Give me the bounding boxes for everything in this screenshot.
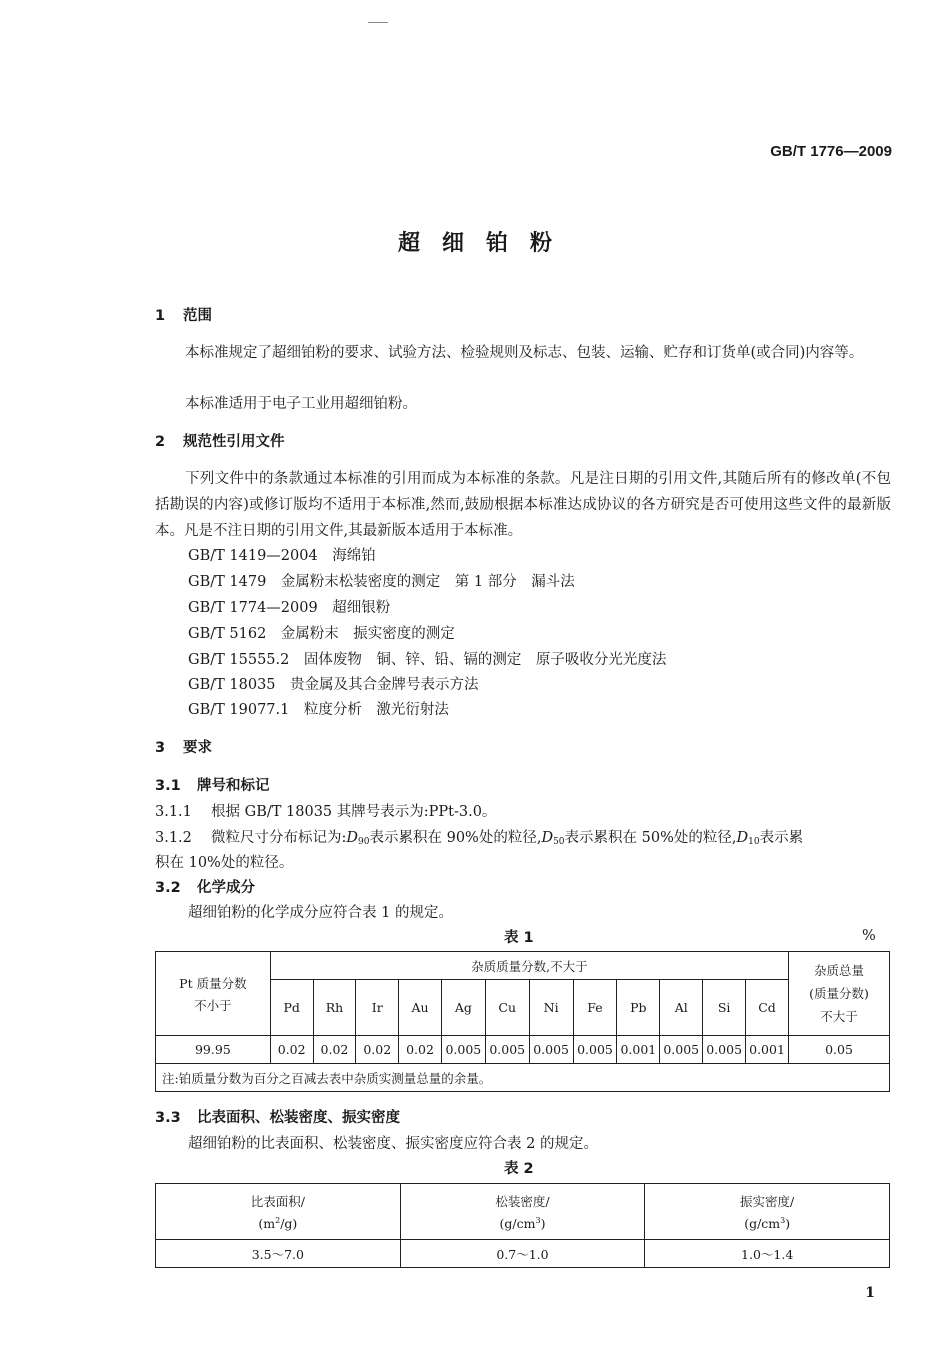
section-2-paragraph: 下列文件中的条款通过本标准的引用而成为本标准的条款。凡是注日期的引用文件,其随后所有的修改单(不包括勘误的内容)或修订版均不适用于本标准,然而,鼓励根据本标准达成协议的各方研究是否可使用这些文件的最新版本。凡是不注日期的引用文件,其最新版本适用于本标准。 [155, 471, 891, 539]
section-3-2-heading: 3.2 化学成分 [155, 880, 255, 896]
impurity-value: 0.02 [399, 1036, 442, 1064]
section-3-2-text: 超细铂粉的化学成分应符合表 1 的规定。 [188, 905, 453, 921]
table-2-caption: 表 2 [504, 1161, 534, 1177]
element-header: Ni [529, 980, 573, 1036]
page-number: 1 [865, 1285, 875, 1301]
element-header: Pb [617, 980, 660, 1036]
tap-density-header: 振实密度/ $(g/cm^3)$ [645, 1184, 890, 1240]
specific-surface-header: 比表面积/ $(m^2/g)$ [156, 1184, 401, 1240]
total-impurity-header: 杂质总量 (质量分数) 不大于 [788, 952, 889, 1036]
section-1-paragraph-1: 本标准规定了超细铂粉的要求、试验方法、检验规则及标志、包装、运输、贮存和订货单(或合同)内容等。 [185, 345, 864, 361]
clause-3-1-1: 3.1.1 根据 GB/T 18035 其牌号表示为:PPt-3.0。 [155, 804, 497, 820]
section-3-heading: 3 要求 [155, 740, 212, 756]
pt-value: 99.95 [156, 1036, 271, 1064]
element-header: Pd [270, 980, 313, 1036]
impurity-value: 0.005 [441, 1036, 485, 1064]
element-header: Si [703, 980, 746, 1036]
element-header: Rh [313, 980, 356, 1036]
normative-reference: GB/T 18035 贵金属及其合金牌号表示方法 [188, 677, 479, 693]
impurity-value: 0.005 [573, 1036, 617, 1064]
element-header: Ag [441, 980, 485, 1036]
element-header: Au [399, 980, 442, 1036]
impurity-value: 0.02 [270, 1036, 313, 1064]
clause-3-1-2-continued: 积在 10%处的粒径。 [155, 855, 294, 871]
section-3-1-heading: 3.1 牌号和标记 [155, 778, 270, 794]
total-impurity-value: 0.05 [788, 1036, 889, 1064]
apparent-density-header: 松装密度/ $(g/cm^3)$ [400, 1184, 645, 1240]
section-3-3-text: 超细铂粉的比表面积、松装密度、振实密度应符合表 2 的规定。 [188, 1136, 598, 1152]
element-header: Cd [746, 980, 789, 1036]
table-1-caption: 表 1 [504, 930, 534, 946]
section-1-paragraph-2: 本标准适用于电子工业用超细铂粉。 [185, 396, 417, 412]
element-header: Ir [356, 980, 399, 1036]
normative-reference: GB/T 1774—2009 超细银粉 [188, 600, 391, 616]
pt-fraction-header: Pt 质量分数 不小于 [156, 952, 271, 1036]
impurity-value: 0.005 [529, 1036, 573, 1064]
impurity-value: 0.005 [703, 1036, 746, 1064]
normative-reference: GB/T 1419—2004 海绵铂 [188, 548, 376, 564]
impurity-header: 杂质质量分数,不大于 [270, 952, 788, 980]
normative-reference: GB/T 5162 金属粉末 振实密度的测定 [188, 626, 455, 642]
clause-3-1-2: 3.1.2 微粒尺寸分布标记为$:D_{90}$表示累积在 90%处的粒径$,D_{50}$表示累积在 50%处的粒径$,D_{10}$表示累 [155, 830, 804, 847]
scan-mark [368, 22, 388, 23]
table-1-note: 注:铂质量分数为百分之百减去表中杂质实测量总量的余量。 [156, 1064, 890, 1092]
section-3-3-heading: 3.3 比表面积、松装密度、振实密度 [155, 1110, 400, 1126]
impurity-value: 0.001 [617, 1036, 660, 1064]
element-header: Al [660, 980, 703, 1036]
apparent-density-value: 0.7～1.0 [400, 1240, 645, 1268]
document-title: 超细铂粉 [397, 230, 574, 256]
tap-density-value: 1.0～1.4 [645, 1240, 890, 1268]
table-1-unit: % [862, 928, 876, 944]
normative-reference: GB/T 15555.2 固体废物 铜、锌、铅、镉的测定 原子吸收分光光度法 [188, 652, 667, 668]
table-2-physical-properties [155, 1183, 890, 1268]
normative-reference: GB/T 1479 金属粉末松装密度的测定 第 1 部分 漏斗法 [188, 574, 575, 590]
specific-surface-value: 3.5～7.0 [156, 1240, 401, 1268]
element-header: Cu [485, 980, 529, 1036]
impurity-value: 0.001 [746, 1036, 789, 1064]
impurity-value: 0.005 [485, 1036, 529, 1064]
impurity-value: 0.02 [313, 1036, 356, 1064]
section-2-heading: 2 规范性引用文件 [155, 434, 285, 450]
section-1-heading: 1 范围 [155, 308, 212, 324]
element-header: Fe [573, 980, 617, 1036]
impurity-value: 0.005 [660, 1036, 703, 1064]
impurity-value: 0.02 [356, 1036, 399, 1064]
table-1-chemical-composition [155, 951, 890, 1092]
standard-number: GB/T 1776—2009 [770, 143, 892, 160]
normative-reference: GB/T 19077.1 粒度分析 激光衍射法 [188, 702, 449, 718]
